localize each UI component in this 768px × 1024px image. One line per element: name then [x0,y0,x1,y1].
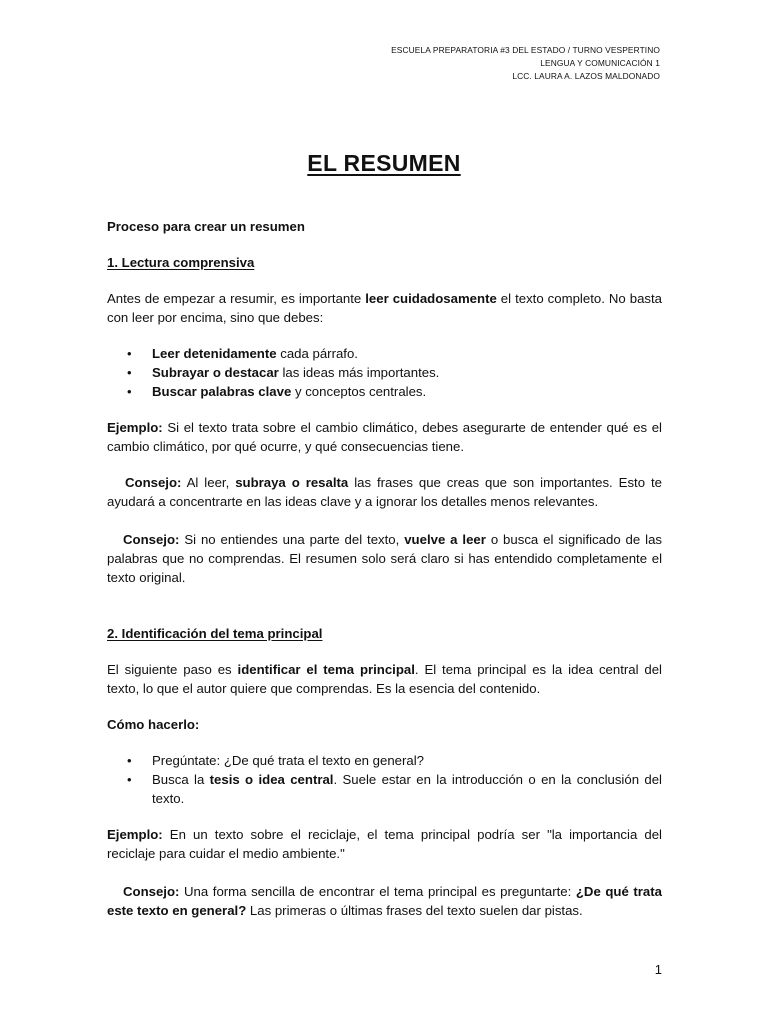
section-1-example: Ejemplo: Si el texto trata sobre el cambio climático, debes asegurarte de entender qué es el cambio climático, por qué ocurre, y qué consecuencias tiene. [107,420,662,454]
document-title: EL RESUMEN [307,150,461,176]
list-item: • Subrayar o destacar las ideas más importantes. [107,363,662,382]
list-item: • Leer detenidamente cada párrafo. [107,344,662,363]
header-subject: LENGUA Y COMUNICACIÓN 1 [540,58,660,68]
section-1-tip-1: Consejo: Al leer, subraya o resalta las frases que creas que son importantes. Esto te ayudará a concentrarte en las ideas clave y a ignorar los detalles menos relevantes. [107,475,662,509]
page-number: 1 [654,962,662,977]
document-body [107,217,662,920]
intro-heading: Proceso para crear un resumen [107,219,305,234]
section-2-paragraph: El siguiente paso es identificar el tema principal. El tema principal es la idea central del texto, lo que el autor quiere que comprendas. Es la esencia del contenido. [107,662,662,696]
header-school: ESCUELA PREPARATORIA #3 DEL ESTADO / TURNO VESPERTINO [391,45,660,55]
section-1-paragraph: Antes de empezar a resumir, es importante leer cuidadosamente el texto completo. No basta con leer por encima, sino que debes: [107,291,662,325]
section-2-tip: Consejo: Una forma sencilla de encontrar el tema principal es preguntarte: ¿De qué trata este texto en general? Las primeras o últimas frases del texto suelen dar pistas. [107,884,662,918]
section-1-heading: 1. Lectura comprensiva [107,255,255,270]
list-item: • Buscar palabras clave y conceptos centrales. [107,382,662,401]
how-to-label: Cómo hacerlo: [107,717,200,732]
document-header [391,44,660,83]
section-2-heading: 2. Identificación del tema principal [107,626,323,641]
list-item: • Busca la tesis o idea central. Suele estar en la introducción o en la conclusión del texto. [107,770,662,808]
section-1-list [107,344,662,401]
header-teacher: LCC. LAURA A. LAZOS MALDONADO [512,71,660,81]
list-item: • Pregúntate: ¿De qué trata el texto en general? [107,751,662,770]
section-2-example: Ejemplo: En un texto sobre el reciclaje, el tema principal podría ser "la importancia del reciclaje para cuidar el medio ambiente." [107,827,662,861]
section-2-list [107,751,662,808]
section-1-tip-2: Consejo: Si no entiendes una parte del texto, vuelve a leer o busca el significado de las palabras que no comprendas. El resumen solo será claro si has entendido completamente el texto original. [107,532,662,585]
